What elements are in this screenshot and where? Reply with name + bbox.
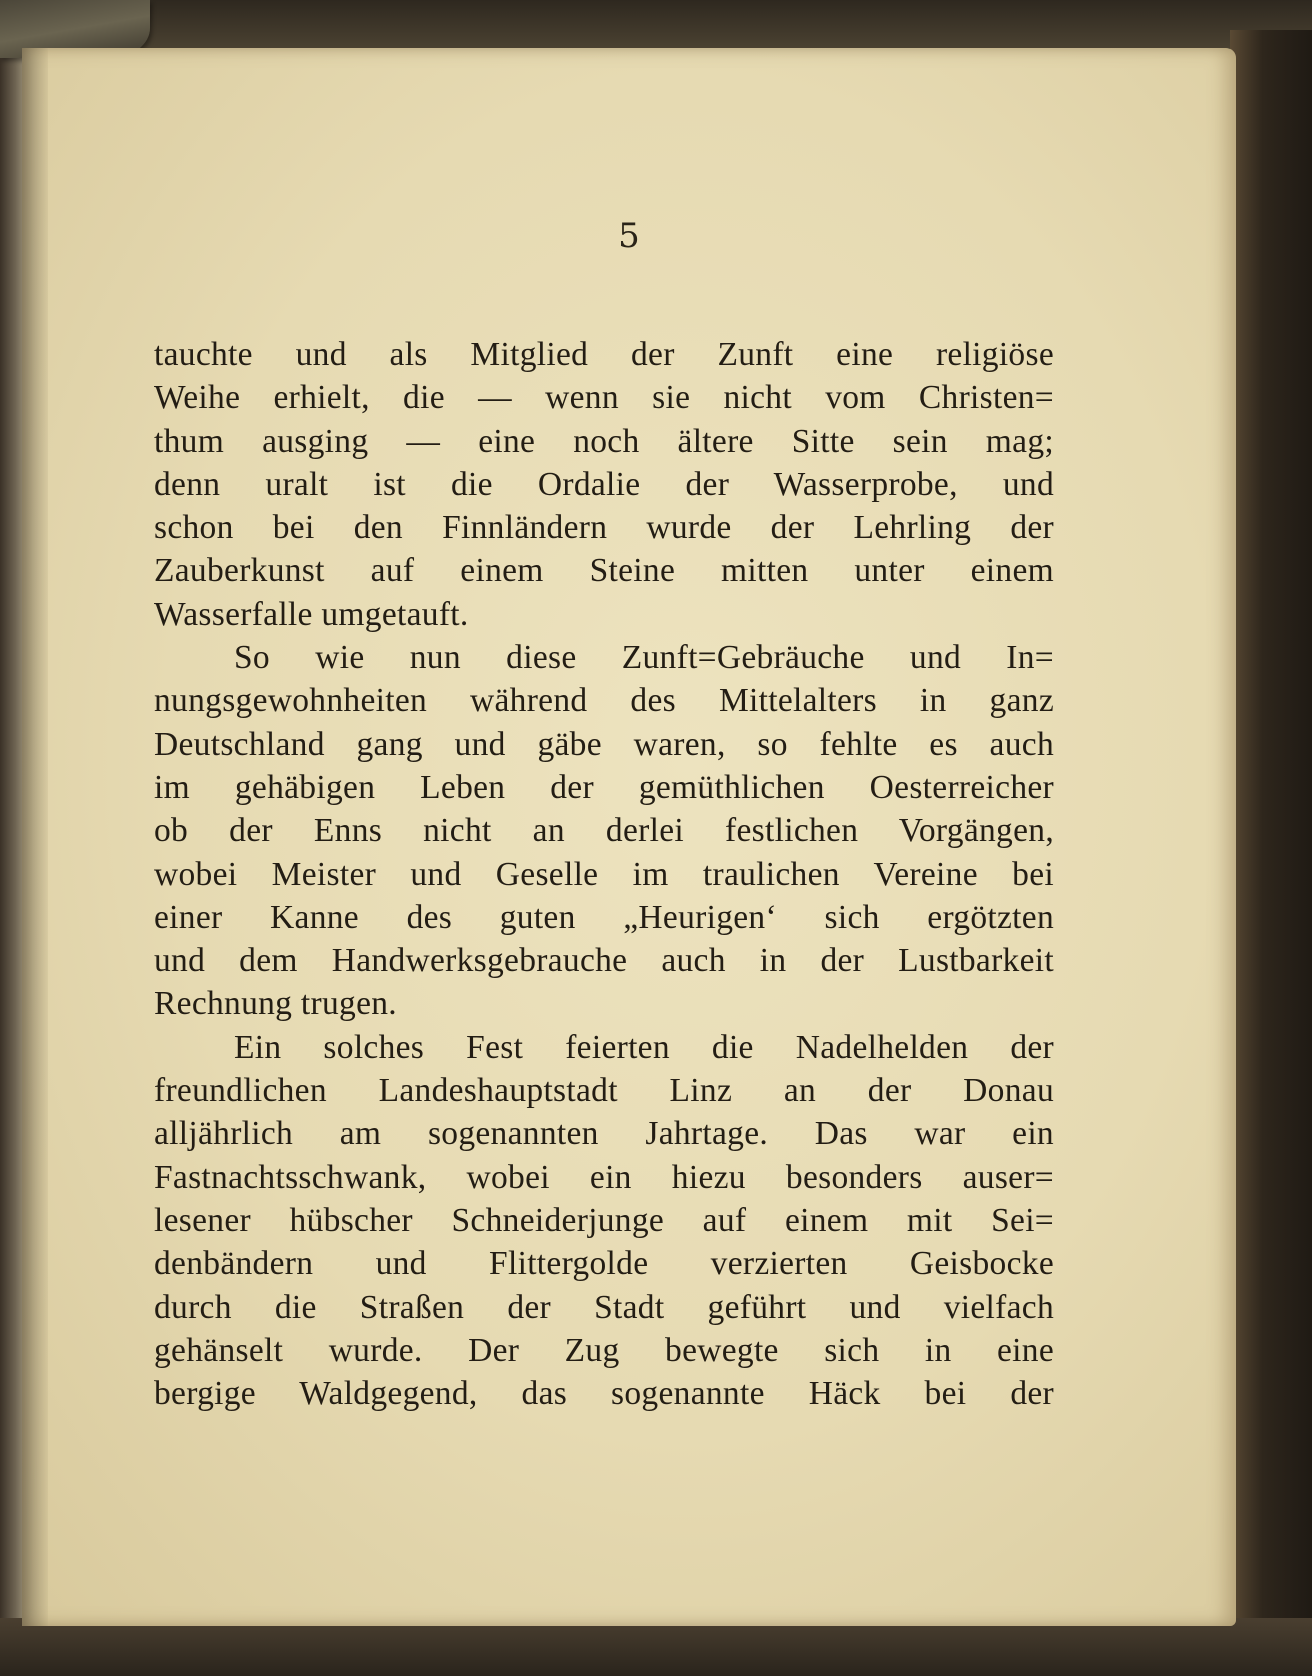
text-line: im gehäbigen Leben der gemüthlichen Oesterreicher bbox=[154, 768, 1054, 806]
text-line: Rechnung trugen. bbox=[154, 985, 397, 1023]
text-line: Weihe erhielt, die — wenn sie nicht vom Christen= bbox=[154, 379, 1054, 417]
text-line: alljährlich am sogenannten Jahrtage. Das war ein bbox=[154, 1115, 1054, 1153]
text-line: gehänselt wurde. Der Zug bewegte sich in eine bbox=[154, 1331, 1054, 1369]
paper-page bbox=[22, 48, 1236, 1626]
text-line: Ein solches Fest feierten die Nadelhelden der bbox=[234, 1028, 1054, 1066]
text-line: Wasserfalle umgetauft. bbox=[154, 595, 469, 633]
text-line: bergige Waldgegend, das sogenannte Häck bei der bbox=[154, 1375, 1054, 1413]
text-line: denn uralt ist die Ordalie der Wasserprobe, und bbox=[154, 465, 1054, 503]
text-line: tauchte und als Mitglied der Zunft eine religiöse bbox=[154, 336, 1054, 373]
text-line: wobei Meister und Geselle im traulichen Vereine bei bbox=[154, 855, 1054, 893]
book-cover-top-edge bbox=[0, 0, 1312, 48]
book-cover-bottom-edge bbox=[0, 1618, 1312, 1676]
text-line: So wie nun diese Zunft=Gebräuche und In= bbox=[234, 639, 1054, 677]
body-text bbox=[154, 333, 1054, 1415]
text-line: schon bei den Finnländern wurde der Lehrling der bbox=[154, 509, 1054, 547]
text-line: einer Kanne des guten „Heurigen‘ sich ergötzten bbox=[154, 898, 1054, 936]
book-cover-right-edge bbox=[1230, 30, 1312, 1676]
text-line: Deutschland gang und gäbe waren, so fehlte es auch bbox=[154, 725, 1054, 763]
text-line: freundlichen Landeshauptstadt Linz an der Donau bbox=[154, 1072, 1054, 1110]
text-line: nungsgewohnheiten während des Mittelalters in ganz bbox=[154, 682, 1054, 720]
text-line: ob der Enns nicht an derlei festlichen Vorgängen, bbox=[154, 812, 1054, 850]
text-line: thum ausging — eine noch ältere Sitte sein mag; bbox=[154, 422, 1054, 460]
text-line: und dem Handwerksgebrauche auch in der Lustbarkeit bbox=[154, 942, 1054, 980]
page-number: 5 bbox=[618, 216, 640, 256]
page-gutter bbox=[22, 48, 48, 1626]
text-line: durch die Straßen der Stadt geführt und vielfach bbox=[154, 1288, 1054, 1326]
text-line: Zauberkunst auf einem Steine mitten unter einem bbox=[154, 552, 1054, 590]
text-line: lesener hübscher Schneiderjunge auf einem mit Sei= bbox=[154, 1201, 1054, 1239]
text-line: Fastnachtsschwank, wobei ein hiezu besonders auser= bbox=[154, 1158, 1054, 1196]
text-line: denbändern und Flittergolde verzierten Geisbocke bbox=[154, 1245, 1054, 1283]
